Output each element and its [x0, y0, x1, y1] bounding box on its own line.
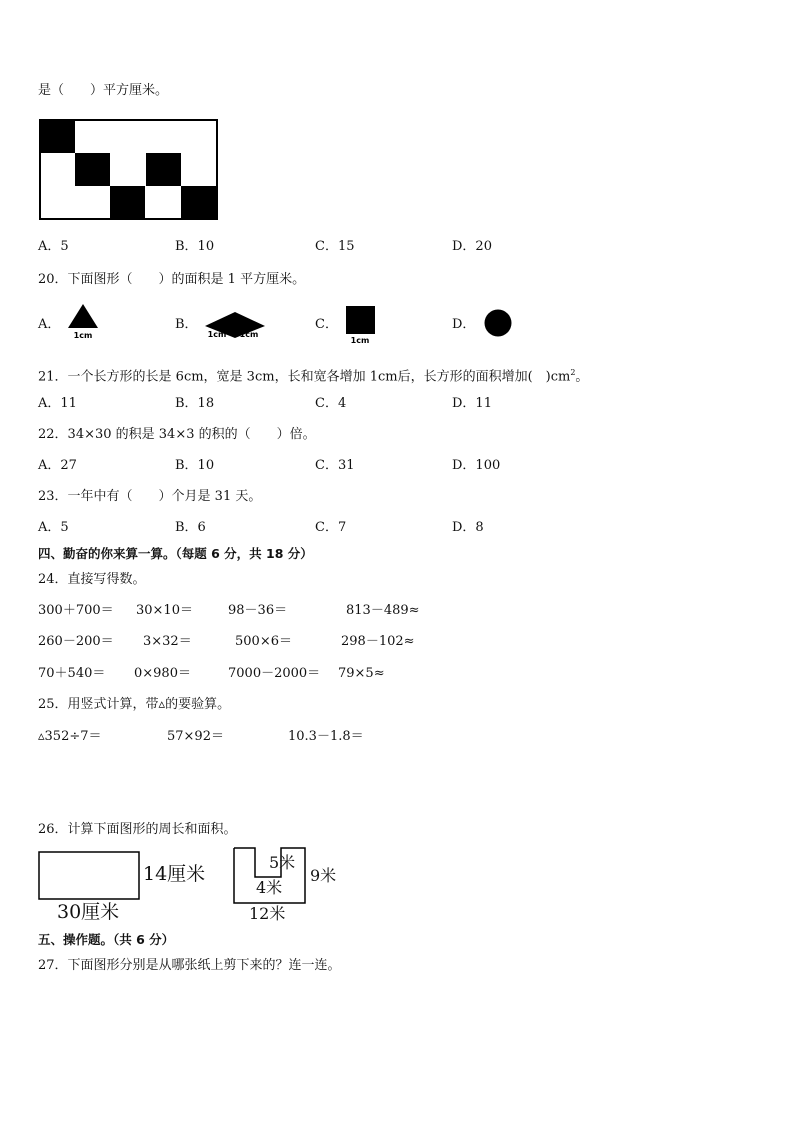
q25-item-3: 10.3－1.8＝ [288, 729, 364, 744]
q21-option-d[interactable]: D．11 [452, 396, 492, 411]
q21-option-b[interactable]: B．18 [175, 396, 215, 411]
q20-option-a[interactable]: A． [38, 317, 61, 332]
q20-option-c[interactable]: C． [315, 317, 338, 332]
rhombus-label-right: 1cm [239, 330, 259, 339]
q24-r1-c4: 813－489≈ [346, 603, 420, 618]
q26-notch-width-label: 4米 [256, 878, 283, 897]
q21-stem [38, 365, 588, 385]
q26-shape-height-label: 9米 [310, 866, 337, 885]
square-shape [346, 306, 376, 344]
q21-stem-sup: 2 [570, 368, 576, 377]
rhombus-label-left: 1cm [207, 330, 227, 339]
q26-stem: 26．计算下面图形的周长和面积。 [38, 822, 237, 837]
q19-stem: 是（ ）平方厘米。 [38, 83, 169, 98]
q24-r2-c2: 3×32＝ [143, 634, 192, 649]
q19-option-c[interactable]: C．15 [315, 239, 355, 254]
square-label: 1cm [350, 336, 370, 345]
q24-r2-c3: 500×6＝ [235, 634, 292, 649]
q24-r2-c4: 298－102≈ [341, 634, 415, 649]
q23-option-c[interactable]: C．7 [315, 520, 347, 535]
q19-checker-figure [39, 119, 219, 221]
q21-option-c[interactable]: C．4 [315, 396, 347, 411]
q24-r3-c1: 70＋540＝ [38, 666, 106, 681]
q19-option-a[interactable]: A．5 [38, 239, 69, 254]
section-4-title: 四、勤奋的你来算一算。（每题 6 分，共 18 分） [38, 546, 313, 561]
q23-option-a[interactable]: A．5 [38, 520, 69, 535]
q20-option-d[interactable]: D． [452, 317, 476, 332]
q24-r3-c4: 79×5≈ [338, 666, 385, 681]
q19-option-d[interactable]: D．20 [452, 239, 492, 254]
q24-r1-c1: 300＋700＝ [38, 603, 114, 618]
q23-option-d[interactable]: D．8 [452, 520, 484, 535]
q20-stem: 20．下面图形（ ）的面积是 1 平方厘米。 [38, 272, 306, 287]
q26-shape-width-label: 12米 [249, 904, 286, 923]
q20-option-b[interactable]: B． [175, 317, 198, 332]
q24-r3-c3: 7000－2000＝ [228, 666, 321, 681]
q24-stem: 24．直接写得数。 [38, 572, 146, 587]
q26-rectangle-figure [38, 851, 140, 901]
q24-r1-c2: 30×10＝ [136, 603, 193, 618]
q26-rect-width-label: 30厘米 [57, 901, 120, 923]
q25-item-2: 57×92＝ [167, 729, 224, 744]
q21-stem-text: 21．一个长方形的长是 6cm，宽是 3cm，长和宽各增加 1cm后，长方形的面积增加( )cm [38, 369, 571, 385]
q26-notch-height-label: 5米 [269, 853, 296, 872]
triangle-label: 1cm [73, 331, 93, 340]
q22-option-a[interactable]: A．27 [38, 458, 77, 473]
q23-stem: 23．一年中有（ ）个月是 31 天。 [38, 489, 262, 504]
rhombus-shape [205, 310, 265, 340]
q24-r2-c1: 260－200＝ [38, 634, 114, 649]
q23-option-b[interactable]: B．6 [175, 520, 206, 535]
section-5-title: 五、操作题。（共 6 分） [38, 932, 175, 947]
q26-rect-height-label: 14厘米 [143, 863, 206, 885]
q25-item-1: ▵352÷7＝ [38, 729, 102, 744]
q22-option-d[interactable]: D．100 [452, 458, 501, 473]
q21-stem-end: 。 [575, 369, 589, 385]
q22-option-b[interactable]: B．10 [175, 458, 215, 473]
q22-option-c[interactable]: C．31 [315, 458, 355, 473]
triangle-shape [68, 304, 100, 340]
q21-option-a[interactable]: A．11 [38, 396, 77, 411]
q25-stem: 25．用竖式计算，带▵的要验算。 [38, 697, 231, 712]
q27-stem: 27．下面图形分别是从哪张纸上剪下来的？连一连。 [38, 958, 341, 973]
q24-r1-c3: 98－36＝ [228, 603, 288, 618]
circle-shape [484, 309, 514, 339]
q22-stem: 22．34×30 的积是 34×3 的积的（ ）倍。 [38, 427, 316, 442]
q19-option-b[interactable]: B．10 [175, 239, 215, 254]
q24-r3-c2: 0×980＝ [134, 666, 191, 681]
